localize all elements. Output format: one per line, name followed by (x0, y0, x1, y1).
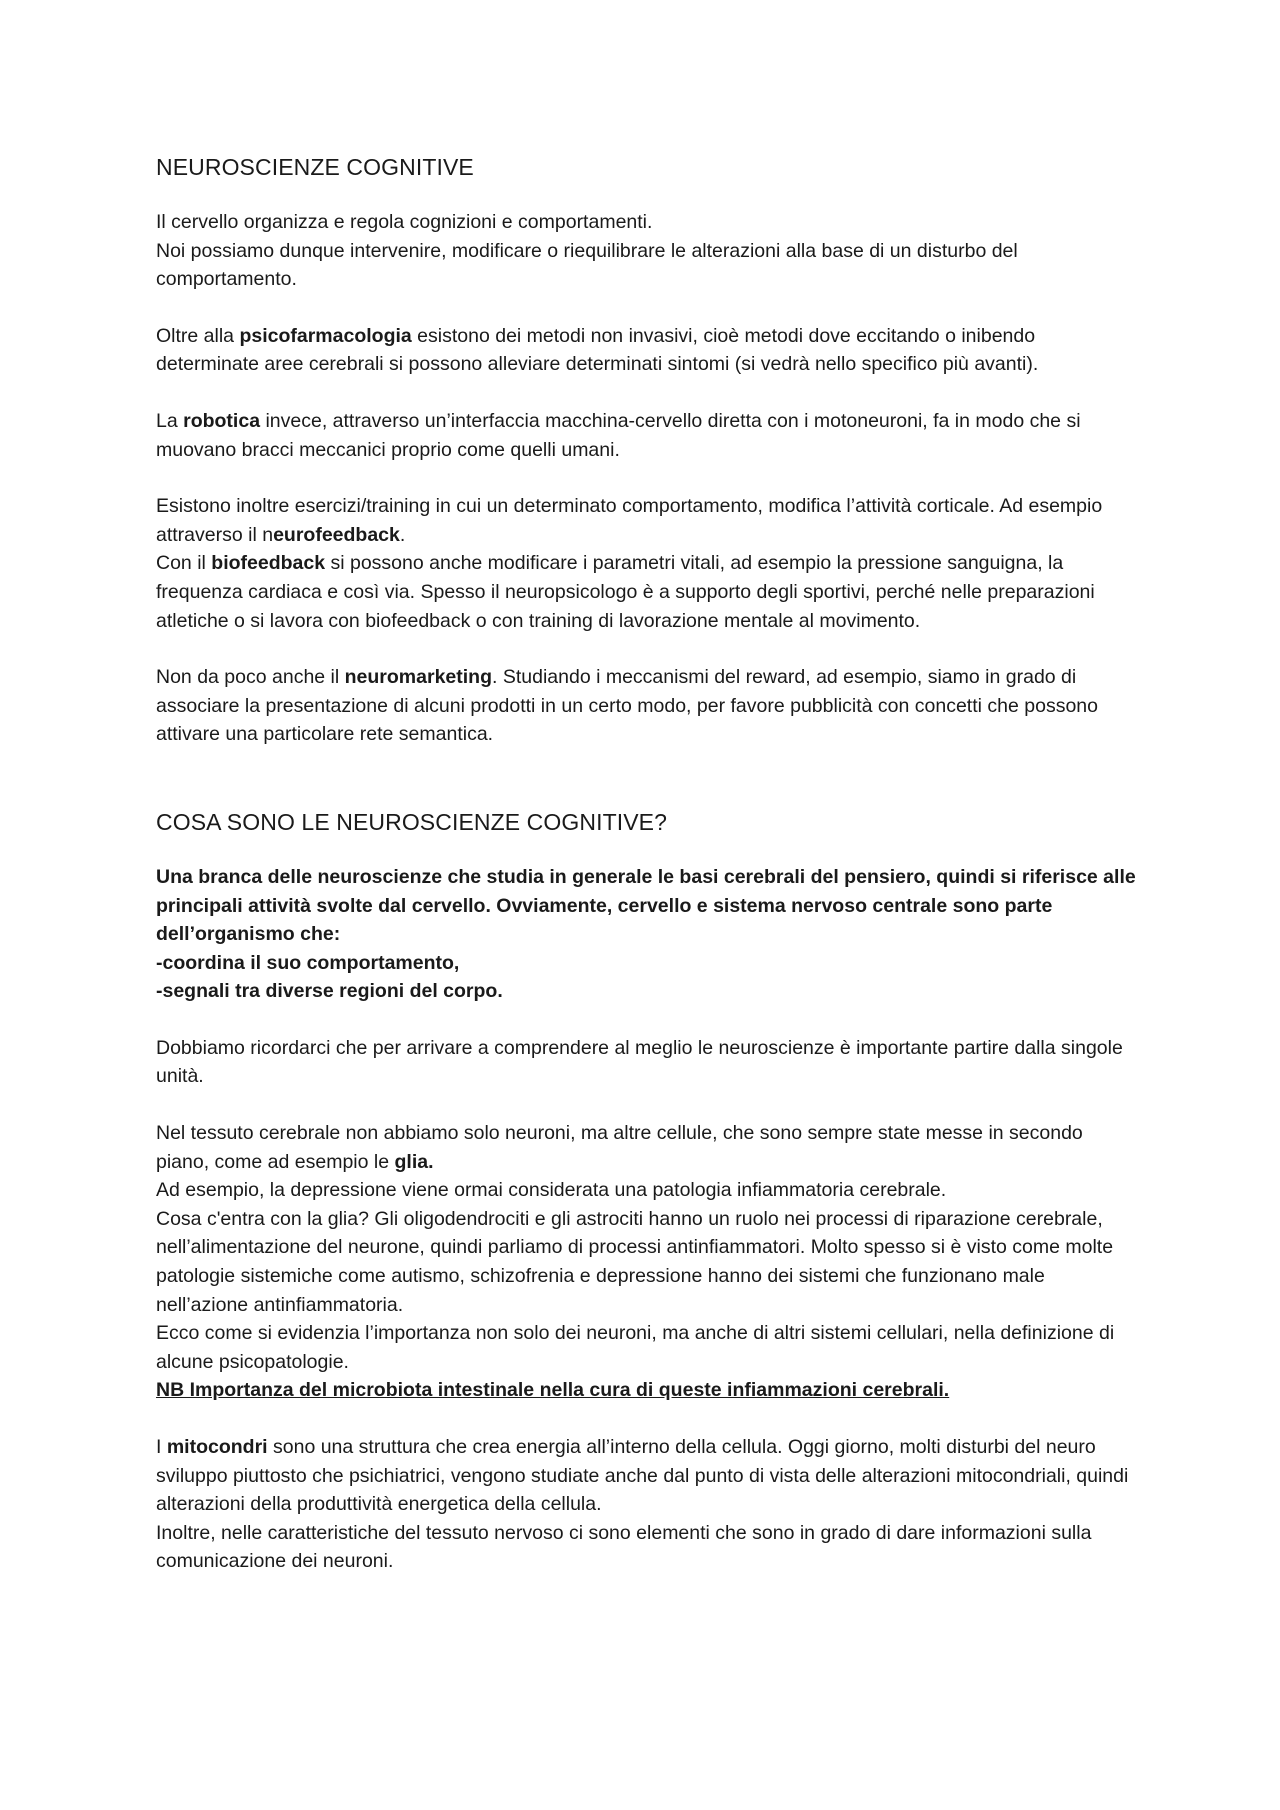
text-run: Nel tessuto cerebrale non abbiamo solo neuroni, ma altre cellule, che sono sempre state messe in secondo piano, come ad esempio le (156, 1122, 1083, 1173)
text-run: Oltre alla (156, 324, 240, 347)
text-run: esistono dei metodi non invasivi, cioè metodi dove eccitando o inibendo determinate aree cerebrali si possono alleviare determinati sintomi (si vedrà nello specifico più avanti). (156, 324, 1039, 376)
bold-term: psicofarmacologia (239, 324, 412, 347)
text-line (156, 1119, 1136, 1176)
bold-term: neuromarketing (344, 666, 493, 689)
paragraph-biofeedback (156, 549, 1136, 635)
bold-term: mitocondri (166, 1436, 268, 1458)
paragraph-intro (156, 208, 1136, 294)
text-run: . Studiando i meccanismi del reward, ad esempio, siamo in grado di associare la presentazione di alcuni prodotti in un certo modo, per favore pubblicità con concetti che possono attivare una particolare rete semantica. (156, 666, 1098, 746)
text-run: La (156, 409, 184, 432)
text-line: Inoltre, nelle caratteristiche del tessuto nervoso ci sono elementi che sono in grado di dare informazioni sulla comunicazione dei neuroni. (156, 1521, 1092, 1573)
paragraph-robotica (156, 407, 1136, 464)
text-run: si possono anche modificare i parametri vitali, ad esempio la pressione sanguigna, la frequenza cardiaca e così via. Spesso il neuropsicologo è a supporto degli sportivi, perché nelle preparazioni atletiche o si lavora con biofeedback o con training di lavorazione mentale al movimento. (156, 552, 1095, 632)
text-line: Cosa c'entra con la glia? Gli oligodendrociti e gli astrociti hanno un ruolo nei processi di riparazione cerebrale, nell’alimentazione del neurone, quindi parliamo di processi antinfiammatori. Molto spesso si è visto come molte patologie sistemiche come autismo, schizofrenia e depressione hanno dei sistemi che funzionano male nell’azione antinfiammatoria. (156, 1207, 1114, 1316)
list-item: -segnali tra diverse regioni del corpo. (156, 980, 503, 1003)
text-run: invece, attraverso un’interfaccia macchina-cervello diretta con i motoneuroni, fa in modo che si muovano bracci meccanici proprio come quelli umani. (156, 409, 1081, 461)
paragraph-psicofarmacologia (156, 322, 1136, 379)
text-run: Esistono inoltre esercizi/training in cui un determinato comportamento, modifica l’attività corticale. Ad esempio attraverso il n (156, 495, 1103, 546)
bold-term: robotica (183, 409, 261, 432)
text-run: . (399, 523, 406, 546)
text-line: Noi possiamo dunque intervenire, modificare o riequilibrare le alterazioni alla base di un disturbo del comportamento. (156, 239, 1018, 291)
section-heading-neuroscienze: NEUROSCIENZE COGNITIVE (156, 154, 474, 180)
text-run: I (156, 1436, 167, 1458)
paragraph-definition (156, 863, 1136, 1006)
paragraph-neurofeedback (156, 492, 1136, 549)
text-run: Non da poco anche il (156, 666, 345, 689)
text-line: Una branca delle neuroscienze che studia in generale le basi cerebrali del pensiero, quindi si riferisce alle principali attività svolte dal cervello. Ovviamente, cervello e sistema nervoso centrale sono parte dell’organismo che: (156, 865, 1136, 946)
list-item: -coordina il suo comportamento, (156, 951, 460, 974)
nb-note: NB Importanza del microbiota intestinale nella cura di queste infiammazioni cerebrali. (156, 1379, 950, 1402)
text-line (156, 1433, 1136, 1519)
section-heading-cosa-sono: COSA SONO LE NEUROSCIENZE COGNITIVE? (156, 808, 667, 835)
text-run: sono una struttura che crea energia all’interno della cellula. Oggi giorno, molti disturbi del neuro sviluppo piuttosto che psichiatrici, vengono studiate anche dal punto di vista delle alterazioni mitocondriali, quindi alterazioni della produttività energetica della cellula. (156, 1436, 1129, 1516)
text-line: Ecco come si evidenzia l’importanza non solo dei neuroni, ma anche di altri sistemi cellulari, nella definizione di alcune psicopatologie. (156, 1322, 1115, 1373)
text-line: Il cervello organizza e regola cognizioni e comportamenti. (156, 211, 653, 233)
paragraph-units: Dobbiamo ricordarci che per arrivare a comprendere al meglio le neuroscienze è importante partire dalla singole unità. (156, 1036, 1123, 1088)
text-line: Ad esempio, la depressione viene ormai considerata una patologia infiammatoria cerebrale. (156, 1179, 947, 1202)
bold-term: eurofeedback (273, 523, 400, 546)
paragraph-glia (156, 1119, 1136, 1405)
text-run: Con il (156, 552, 212, 575)
bold-term: glia. (394, 1150, 434, 1173)
bold-term: biofeedback (211, 552, 326, 575)
document-page (156, 150, 1136, 1576)
paragraph-mitocondri (156, 1433, 1136, 1576)
paragraph-neuromarketing (156, 663, 1136, 749)
